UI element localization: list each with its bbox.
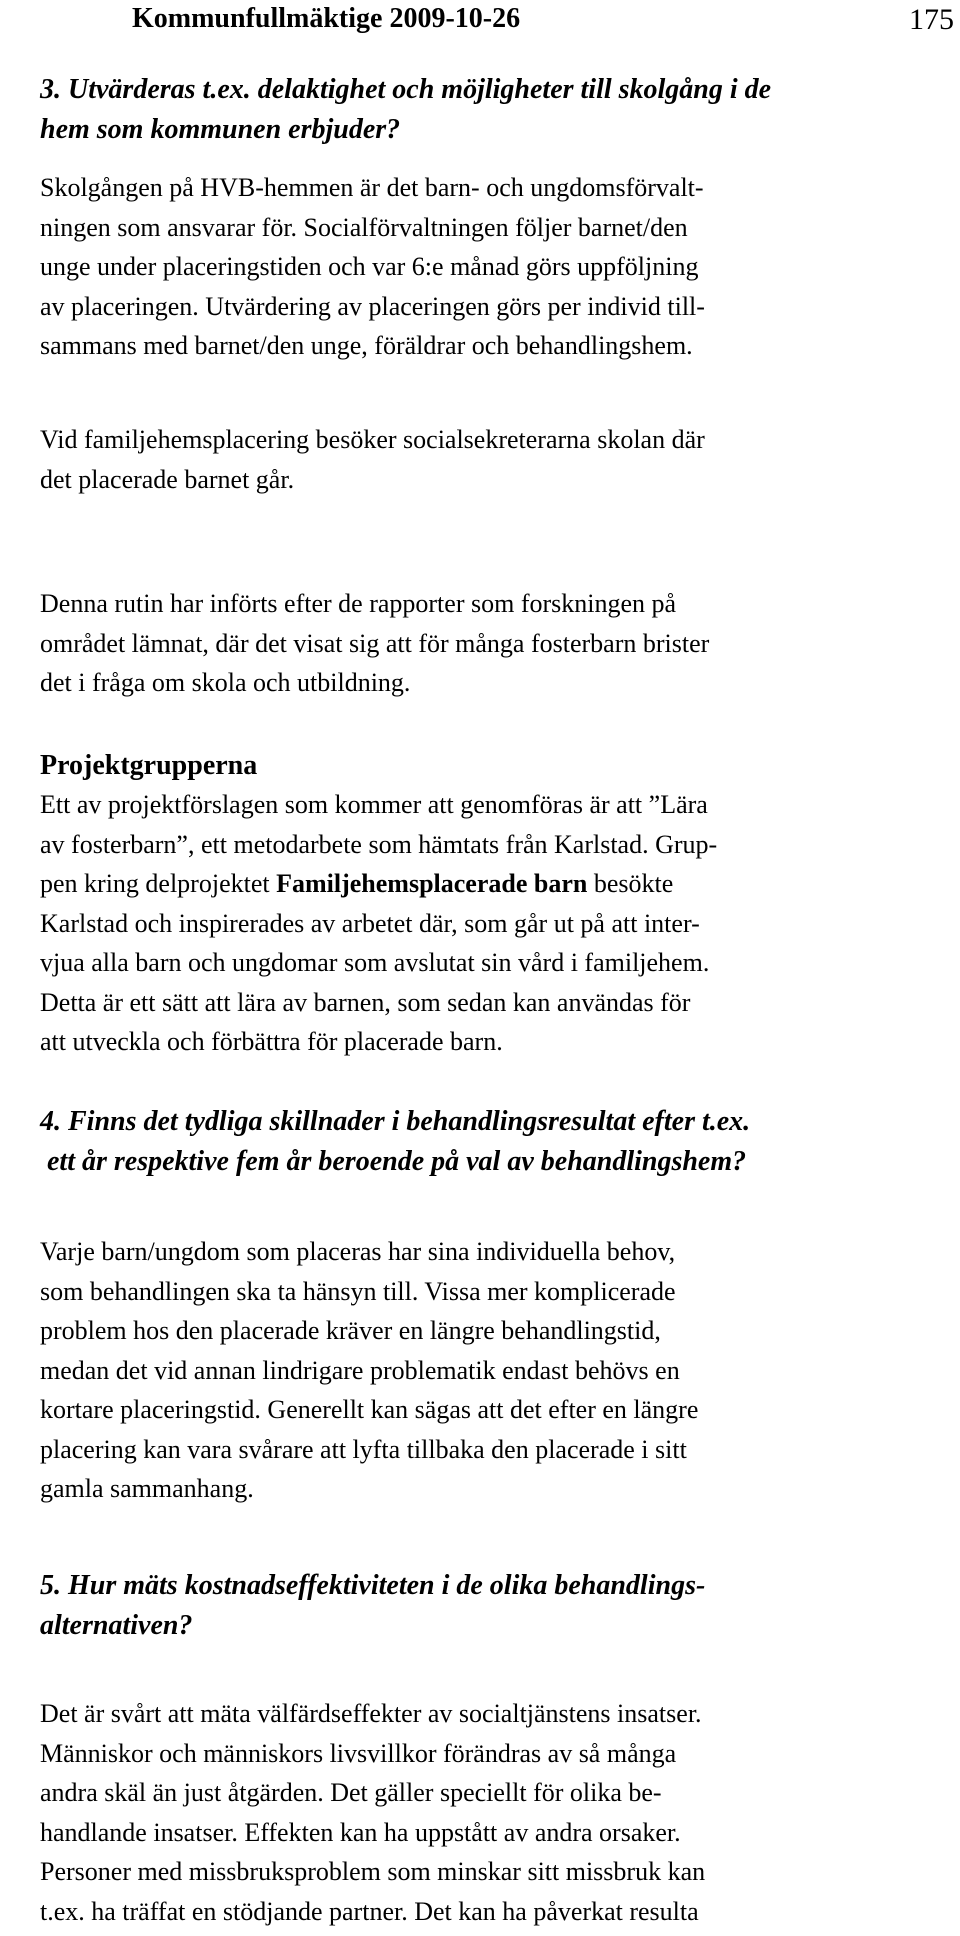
text-line: placering kan vara svårare att lyfta tillbaka den placerade i sitt (40, 1434, 687, 1464)
heading-line: hem som kommunen erbjuder? (40, 114, 401, 145)
text-line: t.ex. ha träffat en stödjande partner. Det kan ha påverkat resulta (40, 1896, 699, 1926)
text-line: Varje barn/ungdom som placeras har sina individuella behov, (40, 1237, 676, 1266)
heading-line: 3. Utvärderas t.ex. delaktighet och möjligheter till skolgång i de (40, 74, 772, 105)
text-line: området lämnat, där det visat sig att för många fosterbarn brister (40, 628, 710, 658)
q3-paragraph-1 (40, 168, 950, 366)
text-line: vjua alla barn och ungdomar som avslutat sin vård i familjehem. (40, 948, 710, 977)
text-line: problem hos den placerade kräver en längre behandlingstid, (40, 1316, 661, 1345)
text-line: handlande insatser. Effekten kan ha uppstått av andra orsaker. (40, 1817, 681, 1847)
text-line: att utveckla och förbättra för placerade barn. (40, 1027, 503, 1056)
page-number: 175 (909, 3, 954, 36)
q3-paragraph-2 (40, 420, 950, 499)
question-4-heading (40, 1102, 750, 1182)
running-header: Kommunfullmäktige 2009-10-26 (132, 3, 521, 34)
bold-project-name: Familjehemsplacerade barn (276, 869, 588, 898)
text-line: Ett av projektförslagen som kommer att genomföras är att ”Lära (40, 790, 708, 819)
text-line (40, 864, 950, 904)
text-line: Denna rutin har införts efter de rapporter som forskningen på (40, 589, 677, 618)
heading-line: 5. Hur mäts kostnadseffektiviteten i de olika behandlings- (40, 1570, 706, 1601)
text-line: Det är svårt att mäta välfärdseffekter av socialtjänstens insatser. (40, 1699, 702, 1728)
text-line: ningen som ansvarar för. Socialförvaltningen följer barnet/den (40, 212, 688, 242)
projektgrupperna-heading: Projektgrupperna (40, 750, 258, 781)
text-line: Vid familjehemsplacering besöker socialsekreterarna skolan där (40, 425, 705, 454)
text-line: av placeringen. Utvärdering av placeringen görs per individ till- (40, 291, 705, 321)
heading-line: alternativen? (40, 1610, 193, 1641)
q4-paragraph-1 (40, 1232, 950, 1509)
text-line: sammans med barnet/den unge, föräldrar och behandlingshem. (40, 331, 693, 360)
text-segment: pen kring delprojektet (40, 869, 277, 898)
text-line: Människor och människors livsvillkor förändras av så många (40, 1738, 677, 1768)
question-3-heading (40, 70, 771, 150)
text-line: kortare placeringstid. Generellt kan sägas att det efter en längre (40, 1395, 699, 1424)
q3-paragraph-3 (40, 584, 950, 703)
text-line: av fosterbarn”, ett metodarbete som hämtats från Karlstad. Grup- (40, 829, 718, 859)
text-line: gamla sammanhang. (40, 1474, 254, 1503)
heading-line: 4. Finns det tydliga skillnader i behandlingsresultat efter t.ex. (40, 1106, 751, 1137)
text-line: det i fråga om skola och utbildning. (40, 668, 411, 697)
text-line: som behandlingen ska ta hänsyn till. Vissa mer komplicerade (40, 1276, 676, 1306)
text-line: Karlstad och inspirerades av arbetet där, som går ut på att inter- (40, 908, 700, 938)
text-line: Skolgången på HVB-hemmen är det barn- och ungdomsförvalt- (40, 173, 704, 202)
text-line: Detta är ett sätt att lära av barnen, som sedan kan användas för (40, 987, 691, 1017)
text-line: det placerade barnet går. (40, 464, 295, 494)
text-line: medan det vid annan lindrigare problematik endast behövs en (40, 1355, 680, 1385)
question-5-heading (40, 1566, 705, 1646)
text-line: unge under placeringstiden och var 6:e månad görs uppföljning (40, 252, 699, 281)
heading-line: ett år respektive fem år beroende på val av behandlingshem? (40, 1146, 747, 1177)
projekt-paragraph (40, 785, 950, 1062)
q5-paragraph-1 (40, 1694, 950, 1931)
text-line: andra skäl än just åtgärden. Det gäller speciellt för olika be- (40, 1778, 662, 1807)
text-segment: besökte (587, 869, 674, 898)
text-line: Personer med missbruksproblem som minskar sitt missbruk kan (40, 1857, 706, 1886)
